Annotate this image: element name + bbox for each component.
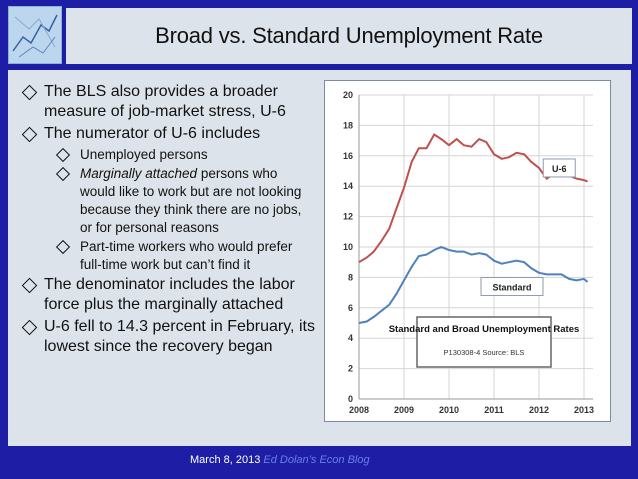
diamond-bullet-icon <box>56 167 70 181</box>
diamond-bullet-icon <box>22 320 38 336</box>
x-tick-label: 2008 <box>348 405 370 415</box>
bullet-list <box>16 82 316 359</box>
bullet-u6-fell: U-6 fell to 14.3 percent in February, its lowest since the recovery began <box>16 317 316 357</box>
y-tick-label: 0 <box>347 394 353 404</box>
bullet-numerator: The numerator of U-6 includes <box>16 124 316 144</box>
bullet-denominator: The denominator includes the labor force plus the marginally attached <box>16 275 316 315</box>
y-tick-label: 2 <box>347 363 353 374</box>
sub-bullet-part-time: Part-time workers who would prefer full-time work but can’t find it <box>16 238 316 274</box>
y-tick-label: 18 <box>342 120 353 131</box>
sub-bullet-marginally-attached: Marginally attached persons who would like to work but are not looking because they think there are no jobs, or for personal reasons <box>16 165 316 237</box>
y-tick-label: 20 <box>342 90 353 100</box>
y-tick-label: 16 <box>342 150 353 161</box>
slide-title: Broad vs. Standard Unemployment Rate <box>155 23 543 48</box>
footer-blog-link[interactable]: Ed Dolan’s Econ Blog <box>263 454 370 466</box>
y-tick-label: 12 <box>342 211 353 222</box>
x-tick-label: 2009 <box>393 405 415 415</box>
diamond-bullet-icon <box>56 240 70 254</box>
x-tick-label: 2010 <box>438 405 460 415</box>
chart-title: Standard and Broad Unemployment Rates <box>388 324 580 335</box>
slide-title-bar <box>66 8 632 64</box>
chart-subtitle: P130308-4 Source: BLS <box>443 348 525 357</box>
blog-logo <box>8 6 62 64</box>
footer-date: March 8, 2013 <box>190 454 261 466</box>
diamond-bullet-icon <box>22 278 38 294</box>
diamond-bullet-icon <box>22 85 38 101</box>
diamond-bullet-icon <box>22 127 38 143</box>
y-tick-label: 8 <box>347 272 353 283</box>
series-line-standard <box>359 247 588 323</box>
y-tick-label: 14 <box>342 181 353 192</box>
logo-graphic <box>9 7 61 63</box>
annotation-label: U-6 <box>551 163 567 174</box>
sub-bullet-unemployed: Unemployed persons <box>16 146 316 164</box>
annotation-label: Standard <box>492 282 532 293</box>
series-line-u-6 <box>359 135 588 263</box>
chart-frame <box>324 80 611 422</box>
y-tick-label: 4 <box>347 333 353 344</box>
x-tick-label: 2012 <box>528 405 550 415</box>
diamond-bullet-icon <box>56 148 70 162</box>
y-tick-label: 6 <box>347 302 353 313</box>
x-tick-label: 2013 <box>573 405 595 415</box>
y-tick-label: 10 <box>342 242 353 252</box>
slide-footer <box>190 454 370 466</box>
unemployment-chart <box>325 81 610 421</box>
x-tick-label: 2011 <box>484 405 504 415</box>
bullet-bls-u6: The BLS also provides a broader measure of job-market stress, U-6 <box>16 82 316 122</box>
